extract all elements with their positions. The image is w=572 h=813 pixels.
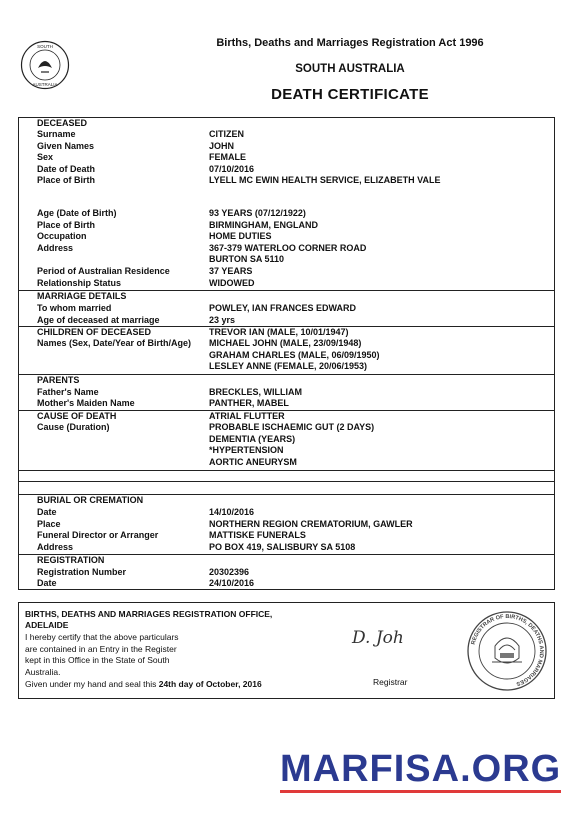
address-value-line1: 367-379 WATERLOO CORNER ROAD — [209, 242, 367, 253]
cause-item: ATRIAL FLUTTER — [209, 410, 285, 421]
certification-line: kept in this Office in the State of South — [25, 655, 170, 665]
svg-text:SOUTH: SOUTH — [37, 44, 53, 49]
certification-line: I hereby certify that the above particulars — [25, 632, 179, 642]
cause-label: Cause (Duration) — [37, 422, 110, 432]
parents-heading: PARENTS — [37, 374, 80, 385]
occupation-label: Occupation — [37, 231, 87, 241]
children-label: Names (Sex, Date/Year of Birth/Age) — [37, 338, 192, 348]
marriage-heading: MARRIAGE DETAILS — [37, 291, 127, 301]
certification-line: Australia. — [25, 666, 61, 677]
cause-item: AORTIC ANEURYSM — [209, 456, 297, 467]
marriage-age-value: 23 yrs — [209, 314, 236, 325]
given-date: 24th day of October, 2016 — [158, 679, 262, 689]
father-name-label: Father's Name — [37, 386, 99, 397]
document-title: DEATH CERTIFICATE — [271, 86, 429, 103]
relationship-status-label: Relationship Status — [37, 277, 122, 288]
sex-label: Sex — [37, 152, 54, 162]
date-of-death-value: 07/10/2016 — [209, 163, 255, 174]
address-value-line2: BURTON SA 5110 — [209, 254, 285, 264]
registrar-seal-icon — [466, 610, 548, 692]
divider — [19, 481, 554, 482]
registration-number-label: Registration Number — [37, 566, 127, 577]
given-under-hand — [25, 679, 262, 690]
cause-item: PROBABLE ISCHAEMIC GUT (2 DAYS) — [209, 422, 375, 432]
burial-date-label: Date — [37, 507, 57, 517]
registration-number-value: 20302396 — [209, 566, 250, 577]
spouse-label: To whom married — [37, 303, 112, 313]
cause-item: *HYPERTENSION — [209, 445, 284, 455]
svg-text:AUSTRALIA: AUSTRALIA — [32, 82, 58, 87]
age-label: Age (Date of Birth) — [37, 208, 117, 218]
registration-date-value: 24/10/2016 — [209, 578, 255, 588]
given-names-value: JOHN — [209, 140, 235, 151]
occupation-value: HOME DUTIES — [209, 231, 272, 241]
given-names-label: Given Names — [37, 140, 95, 151]
place-of-death-label: Place of Birth — [37, 175, 96, 185]
burial-place-value: NORTHERN REGION CREMATORIUM, GAWLER — [209, 518, 413, 529]
place-of-birth-value: BIRMINGHAM, ENGLAND — [209, 219, 318, 230]
burial-heading: BURIAL OR CREMATION — [37, 495, 144, 505]
svg-text:REGISTRAR OF BIRTHS, DEATHS AN: REGISTRAR OF BIRTHS, DEATHS AND MARRIAGES — [470, 613, 545, 687]
funeral-director-value: MATTISKE FUNERALS — [209, 530, 306, 540]
child-name: LESLEY ANNE (FEMALE, 20/06/1953) — [209, 361, 368, 371]
child-name: TREVOR IAN (MALE, 10/01/1947) — [209, 326, 349, 337]
watermark-underline — [280, 790, 561, 793]
residence-period-value: 37 YEARS — [209, 266, 253, 276]
watermark-text: MARFISA.ORG — [280, 748, 562, 790]
act-title: Births, Deaths and Marriages Registration Act 1996 — [216, 37, 484, 49]
address-label: Address — [37, 242, 74, 253]
surname-value: CITIZEN — [209, 129, 244, 139]
burial-address-value: PO BOX 419, SALISBURY SA 5108 — [209, 541, 356, 552]
child-name: MICHAEL JOHN (MALE, 23/09/1948) — [209, 338, 362, 348]
children-heading: CHILDREN OF DECEASED — [37, 326, 152, 337]
spouse-value: POWLEY, IAN FRANCES EDWARD — [209, 303, 357, 313]
surname-label: Surname — [37, 129, 76, 139]
registrar-signature: D. Joh — [352, 628, 404, 648]
registrar-label: Registrar — [373, 677, 408, 687]
age-value: 93 YEARS (07/12/1922) — [209, 208, 306, 218]
given-prefix: Given under my hand and seal this — [25, 679, 159, 689]
residence-period-label: Period of Australian Residence — [37, 266, 170, 276]
cause-heading: CAUSE OF DEATH — [37, 410, 117, 421]
child-name: GRAHAM CHARLES (MALE, 06/09/1950) — [209, 349, 380, 360]
marriage-age-label: Age of deceased at marriage — [37, 314, 160, 325]
burial-place-label: Place — [37, 518, 61, 529]
marfisa-watermark — [280, 748, 561, 791]
state-name: SOUTH AUSTRALIA — [295, 63, 405, 75]
burial-date-value: 14/10/2016 — [209, 507, 255, 517]
certificate-details-box — [18, 117, 555, 590]
mother-name-value: PANTHER, MABEL — [209, 398, 289, 408]
funeral-director-label: Funeral Director or Arranger — [37, 530, 159, 540]
office-name: BIRTHS, DEATHS AND MARRIAGES REGISTRATION OFFICE, — [25, 609, 273, 619]
date-of-death-label: Date of Death — [37, 163, 96, 174]
office-city: ADELAIDE — [25, 620, 69, 630]
mother-name-label: Mother's Maiden Name — [37, 398, 135, 408]
south-australia-seal-icon — [20, 40, 70, 90]
sex-value: FEMALE — [209, 152, 246, 162]
cause-item: DEMENTIA (YEARS) — [209, 433, 296, 444]
divider — [19, 374, 554, 375]
burial-address-label: Address — [37, 541, 74, 552]
registration-date-label: Date — [37, 578, 57, 588]
divider — [19, 470, 554, 471]
relationship-status-value: WIDOWED — [209, 277, 255, 288]
place-of-birth-label: Place of Birth — [37, 219, 96, 230]
registration-heading: REGISTRATION — [37, 554, 105, 565]
father-name-value: BRECKLES, WILLIAM — [209, 386, 302, 397]
deceased-heading: DECEASED — [37, 118, 88, 128]
certification-line: are contained in an Entry in the Register — [25, 643, 177, 654]
place-of-death-value: LYELL MC EWIN HEALTH SERVICE, ELIZABETH VALE — [209, 175, 441, 185]
